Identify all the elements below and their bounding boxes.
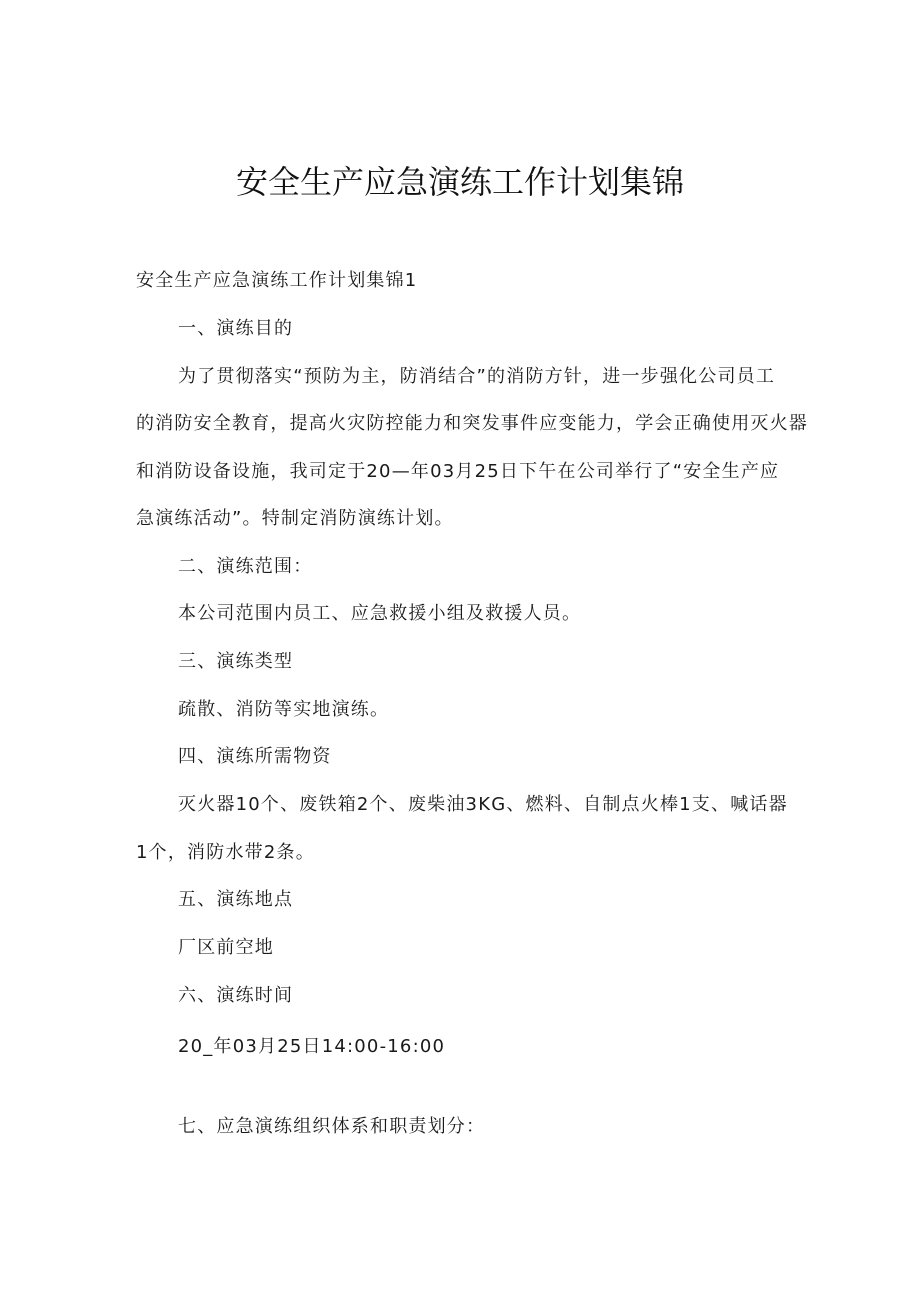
section-heading-location: 五、演练地点	[178, 889, 294, 910]
paragraph-line: 20_年03月25日14:00-16:00	[178, 1036, 446, 1057]
paragraph-line: 为了贯彻落实“预防为主，防消结合”的消防方针，进一步强化公司员工	[178, 366, 776, 387]
paragraph-line: 疏散、消防等实地演练。	[178, 699, 390, 720]
section-heading-organization: 七、应急演练组织体系和职责划分：	[178, 1116, 486, 1137]
paragraph-line: 灭火器10个、废铁箱2个、废柴油3KG、燃料、自制点火棒1支、喊话器	[178, 794, 788, 815]
paragraph-line: 急演练活动”。特制定消防演练计划。	[136, 508, 454, 529]
section-heading-type: 三、演练类型	[178, 651, 294, 672]
paragraph-line: 的消防安全教育，提高火灾防控能力和突发事件应变能力，学会正确使用灭火器	[136, 413, 808, 434]
section-heading-time: 六、演练时间	[178, 985, 294, 1006]
paragraph-line: 和消防设备设施，我司定于20—年03月25日下午在公司举行了“安全生产应	[136, 461, 780, 482]
section-heading-purpose: 一、演练目的	[178, 318, 294, 339]
paragraph-line: 1个，消防水带2条。	[136, 842, 315, 863]
paragraph-line: 厂区前空地	[178, 937, 274, 958]
document-title: 安全生产应急演练工作计划集锦	[235, 163, 684, 201]
section-heading-materials: 四、演练所需物资	[178, 746, 332, 767]
document-subtitle: 安全生产应急演练工作计划集锦1	[136, 270, 418, 291]
section-heading-scope: 二、演练范围：	[178, 556, 313, 577]
paragraph-line: 本公司范围内员工、应急救援小组及救援人员。	[178, 603, 582, 624]
